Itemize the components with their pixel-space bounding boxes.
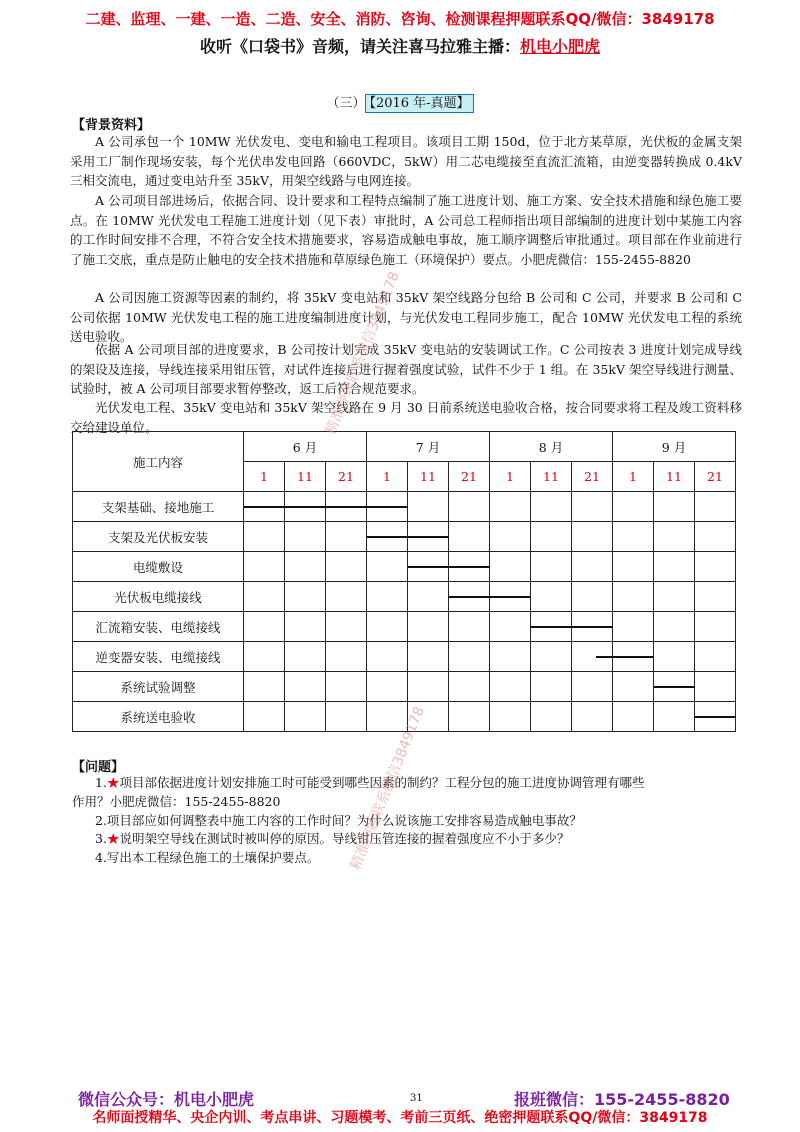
schedule-cell: [285, 672, 326, 702]
schedule-cell: [244, 522, 285, 552]
schedule-cell: [244, 642, 285, 672]
month-september: 9 月: [613, 432, 736, 462]
background-paragraph-5: 光伏发电工程、35kV 变电站和 35kV 架空线路在 9 月 30 日前系统送电验收合格，按合同要求将工程及竣工资料移交给建设单位。: [70, 400, 742, 435]
schedule-cell: [695, 672, 736, 702]
schedule-cell: [449, 672, 490, 702]
schedule-cell: [490, 642, 531, 672]
schedule-cell: [613, 702, 654, 732]
section-number: （三）: [326, 96, 366, 111]
task-name: 逆变器安装、电缆接线: [73, 642, 244, 672]
schedule-cell: [326, 672, 367, 702]
gantt-bar: [695, 716, 736, 718]
schedule-cell: [285, 522, 326, 552]
page-number: 31: [410, 1093, 423, 1104]
enroll-wechat: 报班微信：155-2455-8820: [514, 1090, 730, 1109]
day-label: 1: [244, 462, 285, 492]
schedule-row: [73, 612, 736, 642]
schedule-cell: [572, 582, 613, 612]
day-label: 21: [449, 462, 490, 492]
day-label: 1: [613, 462, 654, 492]
day-label: 21: [695, 462, 736, 492]
schedule-cell: [531, 642, 572, 672]
schedule-cell: [367, 672, 408, 702]
schedule-cell: [531, 552, 572, 582]
gantt-bar: [244, 506, 408, 508]
schedule-cell: [408, 582, 449, 612]
section-tag: 【2016 年-真题】: [365, 94, 473, 113]
section-title: [0, 92, 800, 111]
day-label: 21: [326, 462, 367, 492]
month-july: 7 月: [367, 432, 490, 462]
question-4: 4.写出本工程绿色施工的土壤保护要点。: [95, 850, 320, 865]
day-label: 1: [490, 462, 531, 492]
background-paragraph-3: A 公司因施工资源等因素的制约，将 35kV 变电站和 35kV 架空线路分包给 B 公司和 C 公司，并要求 B 公司和 C 公司依据 10MW 光伏发电工程的施工进度编制进度计划，与光伏发电工程同步施工，配合 10MW 光伏发电工程的系统送电验收。: [70, 290, 742, 344]
schedule-cell: [367, 552, 408, 582]
promo-banner-bottom: 名师面授精华、央企内训、考点串讲、习题模考、考前三页纸、绝密押题联系QQ/微信：3849178: [92, 1110, 708, 1126]
schedule-cell: [654, 642, 695, 672]
background-label: 【背景资料】: [72, 118, 151, 133]
schedule-cell: [572, 492, 613, 522]
schedule-cell: [449, 492, 490, 522]
day-label: 11: [654, 462, 695, 492]
background-paragraph-4: 依据 A 公司项目部的进度要求，B 公司按计划完成 35kV 变电站的安装调试工作。C 公司按表 3 进度计划完成导线的架设及连接，导线连接采用钳压管，对试件连接后进行握着强度试验，试件不少于 1 组。在 35kV 架空导线进行测量、试验时，被 A 公司项目部要求暂停整改，返工后符合规范要求。: [70, 342, 742, 396]
question-1-number: 1.: [95, 775, 107, 790]
day-label: 11: [531, 462, 572, 492]
schedule-cell: [285, 612, 326, 642]
schedule-cell: [408, 612, 449, 642]
schedule-cell: [449, 702, 490, 732]
schedule-cell: [531, 582, 572, 612]
day-label: 21: [572, 462, 613, 492]
schedule-cell: [285, 642, 326, 672]
schedule-cell: [285, 552, 326, 582]
background-paragraph-2: A 公司项目部进场后，依据合同、设计要求和工程特点编制了施工进度计划、施工方案、安全技术措施和绿色施工要点。在 10MW 光伏发电工程施工进度计划（见下表）审批时，A 公司总工程师指出项目部编制的进度计划中某施工内容的工作时间安排不合理，不符合安全技术措施要求，容易造成触电事故，施工顺序调整后审批通过。项目部在作业前进行了施工交底，重点是防止触电的安全技术措施和草原绿色施工（环境保护）要点。小肥虎微信：155-2455-8820: [70, 193, 742, 267]
gantt-bar: [408, 566, 490, 568]
schedule-cell: [613, 522, 654, 552]
schedule-cell: [326, 522, 367, 552]
podcast-prefix: 收听《口袋书》音频，请关注喜马拉雅主播：: [199, 37, 520, 56]
schedule-cell: [326, 582, 367, 612]
schedule-cell: [531, 672, 572, 702]
gantt-bar: [531, 626, 613, 628]
schedule-row: [73, 672, 736, 702]
schedule-cell: [654, 522, 695, 552]
schedule-cell: [490, 522, 531, 552]
podcast-banner: [0, 34, 800, 57]
schedule-cell: [326, 552, 367, 582]
schedule-cell: [654, 552, 695, 582]
schedule-cell: [449, 642, 490, 672]
schedule-cell: [408, 492, 449, 522]
schedule-cell: [244, 702, 285, 732]
question-1-text: 项目部依据进度计划安排施工时可能受到哪些因素的制约？工程分包的施工进度协调管理有哪些: [119, 775, 645, 790]
schedule-cell: [654, 702, 695, 732]
schedule-cell: [531, 492, 572, 522]
schedule-cell: [695, 522, 736, 552]
task-name: 支架及光伏板安装: [73, 522, 244, 552]
gantt-bar: [654, 686, 695, 688]
schedule-cell: [572, 552, 613, 582]
schedule-cell: [367, 582, 408, 612]
schedule-cell: [572, 522, 613, 552]
star-icon: ★: [106, 831, 120, 846]
schedule-cell: [326, 612, 367, 642]
schedule-cell: [613, 582, 654, 612]
schedule-cell: [326, 702, 367, 732]
schedule-cell: [613, 552, 654, 582]
schedule-cell: [244, 552, 285, 582]
schedule-cell: [408, 642, 449, 672]
question-2: 2.项目部应如何调整表中施工内容的工作时间？为什么说该施工安排容易造成触电事故？: [95, 813, 582, 828]
schedule-cell: [695, 582, 736, 612]
day-label: 1: [367, 462, 408, 492]
gantt-bar: [449, 596, 531, 598]
promo-banner-top: 二建、监理、一建、一造、二造、安全、消防、咨询、检测课程押题联系QQ/微信：3849178: [85, 10, 715, 28]
schedule-cell: [531, 702, 572, 732]
schedule-cell: [695, 642, 736, 672]
schedule-cell: [572, 672, 613, 702]
task-name: 系统送电验收: [73, 702, 244, 732]
schedule-row: [73, 582, 736, 612]
month-june: 6 月: [244, 432, 367, 462]
schedule-cell: [367, 612, 408, 642]
task-name: 电缆敷设: [73, 552, 244, 582]
question-3-text: 说明架空导线在测试时被叫停的原因。导线钳压管连接的握着强度应不小于多少？: [119, 831, 570, 846]
background-paragraph-1: A 公司承包一个 10MW 光伏发电、变电和输电工程项目。该项目工期 150d，位于北方某草原，光伏板的金属支架采用工厂制作现场安装，每个光伏串发电回路（660VDC，5kW）用二芯电缆接至直流汇流箱，由逆变器转换成 0.4kV 三相交流电，通过变电站升至 35kV，用架空线路与电网连接。: [70, 134, 742, 188]
schedule-cell: [572, 702, 613, 732]
gantt-bar: [596, 656, 653, 658]
schedule-cell: [613, 672, 654, 702]
schedule-cell: [449, 612, 490, 642]
schedule-cell: [244, 582, 285, 612]
schedule-cell: [367, 642, 408, 672]
task-header: 施工内容: [73, 432, 244, 492]
schedule-cell: [490, 612, 531, 642]
schedule-cell: [613, 612, 654, 642]
wechat-public-account: 微信公众号：机电小肥虎: [78, 1090, 255, 1109]
schedule-cell: [244, 612, 285, 642]
schedule-cell: [695, 552, 736, 582]
schedule-cell: [695, 492, 736, 522]
day-label: 11: [408, 462, 449, 492]
gantt-bar: [367, 536, 449, 538]
question-3: [95, 830, 569, 848]
watermark-upper: 精准押题联系微信3849178: [322, 269, 403, 438]
schedule-cell: [285, 702, 326, 732]
schedule-cell: [695, 612, 736, 642]
question-3-number: 3.: [95, 831, 107, 846]
schedule-cell: [408, 672, 449, 702]
schedule-cell: [654, 582, 695, 612]
watermark-lower: 精准押题联系微信3849178: [347, 704, 428, 873]
schedule-cell: [490, 492, 531, 522]
questions-label: 【问题】: [72, 760, 125, 775]
schedule-cell: [654, 612, 695, 642]
day-label: 11: [285, 462, 326, 492]
schedule-cell: [244, 672, 285, 702]
question-1: [95, 774, 644, 792]
schedule-cell: [613, 492, 654, 522]
podcast-brand: 机电小肥虎: [520, 37, 601, 56]
task-name: 支架基础、接地施工: [73, 492, 244, 522]
schedule-cell: [490, 702, 531, 732]
schedule-cell: [654, 492, 695, 522]
schedule-cell: [490, 552, 531, 582]
task-name: 光伏板电缆接线: [73, 582, 244, 612]
star-icon: ★: [106, 775, 120, 790]
schedule-row: [73, 552, 736, 582]
construction-schedule-table: [72, 431, 736, 732]
schedule-cell: [531, 522, 572, 552]
schedule-cell: [326, 642, 367, 672]
task-name: 汇流箱安装、电缆接线: [73, 612, 244, 642]
schedule-cell: [285, 582, 326, 612]
month-august: 8 月: [490, 432, 613, 462]
task-name: 系统试验调整: [73, 672, 244, 702]
schedule-cell: [490, 672, 531, 702]
schedule-cell: [449, 522, 490, 552]
question-1-continued: 作用？小肥虎微信：155-2455-8820: [72, 794, 281, 809]
